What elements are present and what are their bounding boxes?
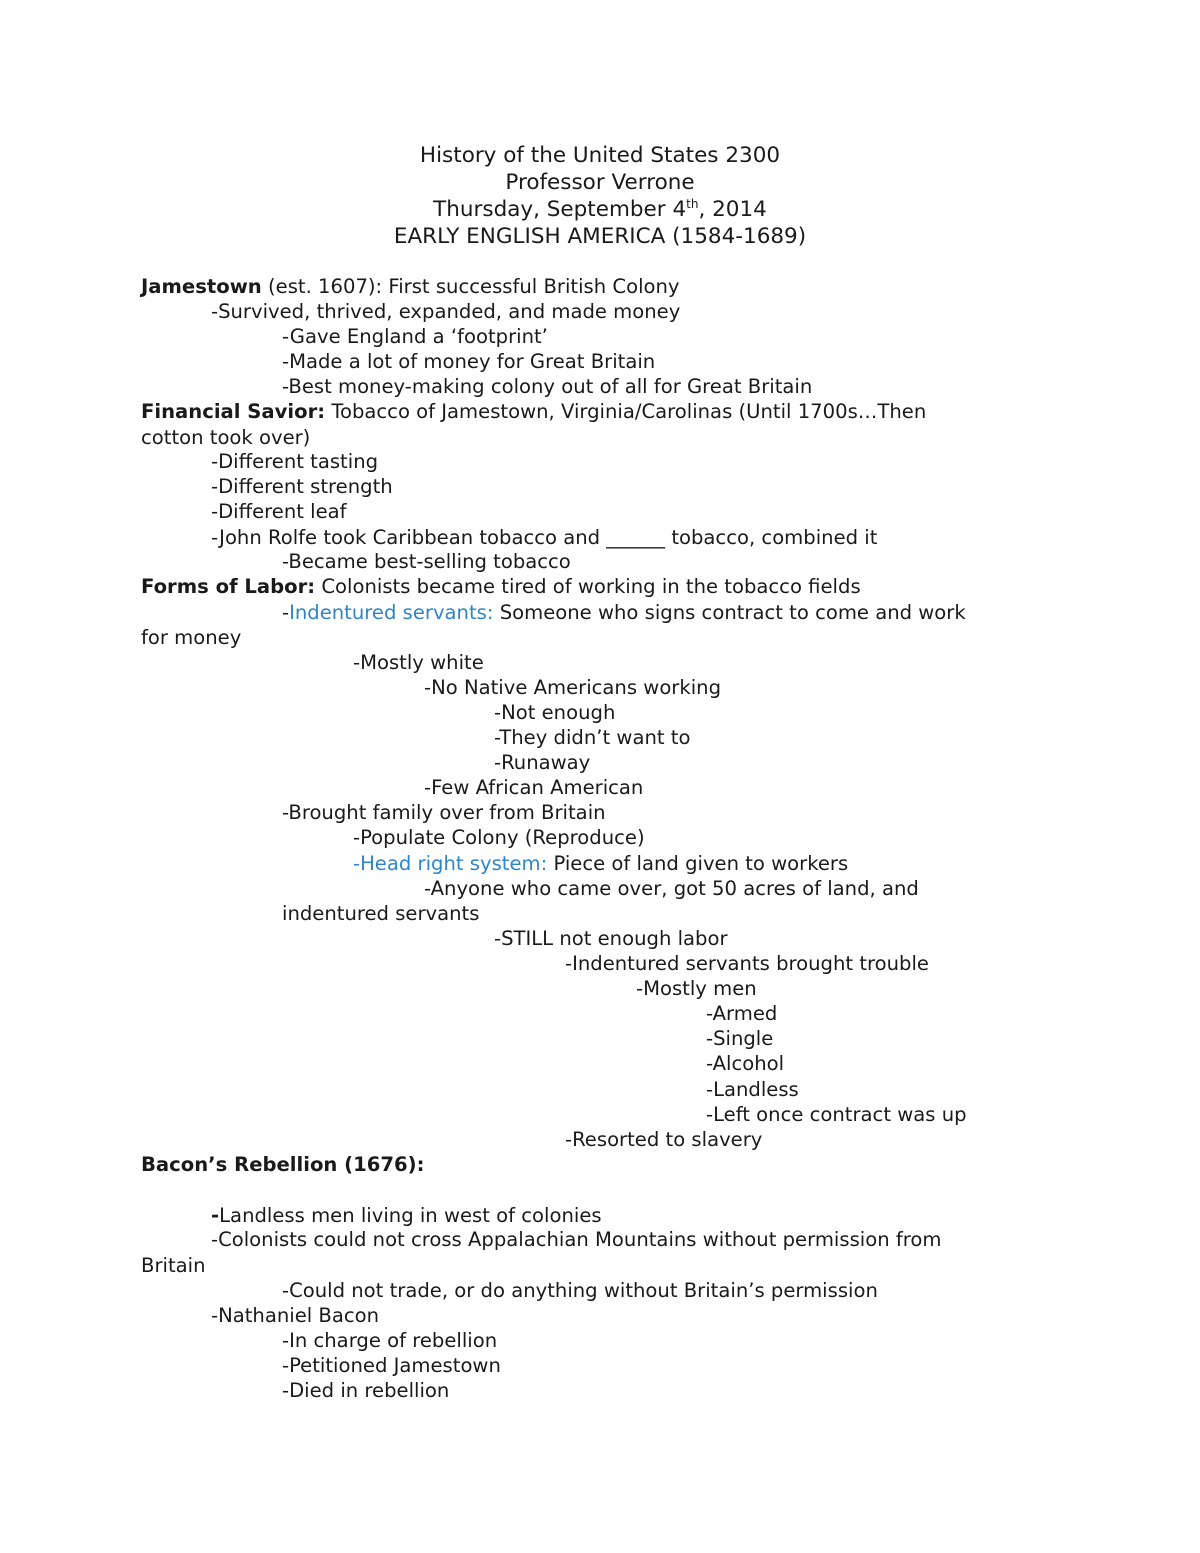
note-line: for money xyxy=(141,626,242,649)
lecture-date: Thursday, September 4th, 2014 xyxy=(433,196,767,222)
note-line: -Landless xyxy=(706,1078,799,1101)
note-line: -Died in rebellion xyxy=(282,1379,450,1402)
note-line: -Survived, thrived, expanded, and made money xyxy=(211,300,681,323)
note-line: -Indentured servants: Someone who signs contract to come and work xyxy=(282,601,966,624)
note-line: -Armed xyxy=(706,1002,778,1025)
section-jamestown: Jamestown (est. 1607): First successful British Colony xyxy=(141,275,680,298)
note-line: -Brought family over from Britain xyxy=(282,801,606,824)
note-line: -Runaway xyxy=(494,751,591,774)
note-line: cotton took over) xyxy=(141,426,311,449)
note-line: -Left once contract was up xyxy=(706,1103,967,1126)
note-line: Britain xyxy=(141,1254,206,1277)
note-line: -Few African American xyxy=(424,776,644,799)
section-heading: Forms of Labor: xyxy=(141,575,316,598)
section-heading: Financial Savior: xyxy=(141,400,326,423)
section-forms-of-labor: Forms of Labor: Colonists became tired of working in the tobacco fields xyxy=(141,575,861,598)
note-line: -Mostly men xyxy=(636,977,757,1000)
note-line: -Populate Colony (Reproduce) xyxy=(353,826,645,849)
note-line: -Colonists could not cross Appalachian Mountains without permission from xyxy=(211,1228,942,1251)
note-line: -Made a lot of money for Great Britain xyxy=(282,350,656,373)
note-line: -Different tasting xyxy=(211,450,379,473)
note-line: -Gave England a ‘footprint’ xyxy=(282,325,548,348)
note-line: -Different leaf xyxy=(211,500,347,523)
note-line: -In charge of rebellion xyxy=(282,1329,498,1352)
note-line: -Not enough xyxy=(494,701,616,724)
note-line: -Indentured servants brought trouble xyxy=(565,952,929,975)
note-line: -Nathaniel Bacon xyxy=(211,1304,380,1327)
note-line: -Anyone who came over, got 50 acres of land, and xyxy=(424,877,919,900)
note-line: -Best money-making colony out of all for Great Britain xyxy=(282,375,813,398)
note-line: -Single xyxy=(706,1027,774,1050)
course-title: History of the United States 2300 xyxy=(419,143,781,168)
key-term: -Head right system: xyxy=(353,852,548,875)
note-line: -No Native Americans working xyxy=(424,676,722,699)
key-term: Indentured servants: xyxy=(289,601,494,624)
note-line: -They didn’t want to xyxy=(494,726,691,749)
note-line: -Alcohol xyxy=(706,1052,785,1075)
note-line: -Petitioned Jamestown xyxy=(282,1354,501,1377)
section-financial-savior: Financial Savior: Tobacco of Jamestown, Virginia/Carolinas (Until 1700s…Then xyxy=(141,400,927,423)
note-line: -Different strength xyxy=(211,475,393,498)
section-bacons-rebellion: Bacon’s Rebellion (1676): xyxy=(141,1153,425,1176)
note-line: -Head right system: Piece of land given to workers xyxy=(353,852,849,875)
professor-name: Professor Verrone xyxy=(505,170,695,195)
note-line: -Landless men living in west of colonies xyxy=(211,1204,602,1227)
note-line: -Mostly white xyxy=(353,651,484,674)
section-heading: Jamestown xyxy=(141,275,262,298)
note-line: -Resorted to slavery xyxy=(565,1128,763,1151)
note-line: -Could not trade, or do anything without Britain’s permission xyxy=(282,1279,878,1302)
note-line: indentured servants xyxy=(282,902,480,925)
note-line: -John Rolfe took Caribbean tobacco and ______ tobacco, combined it xyxy=(211,526,878,549)
lecture-title: EARLY ENGLISH AMERICA (1584-1689) xyxy=(393,224,807,249)
note-line: -Became best-selling tobacco xyxy=(282,550,571,573)
note-line: -STILL not enough labor xyxy=(494,927,728,950)
